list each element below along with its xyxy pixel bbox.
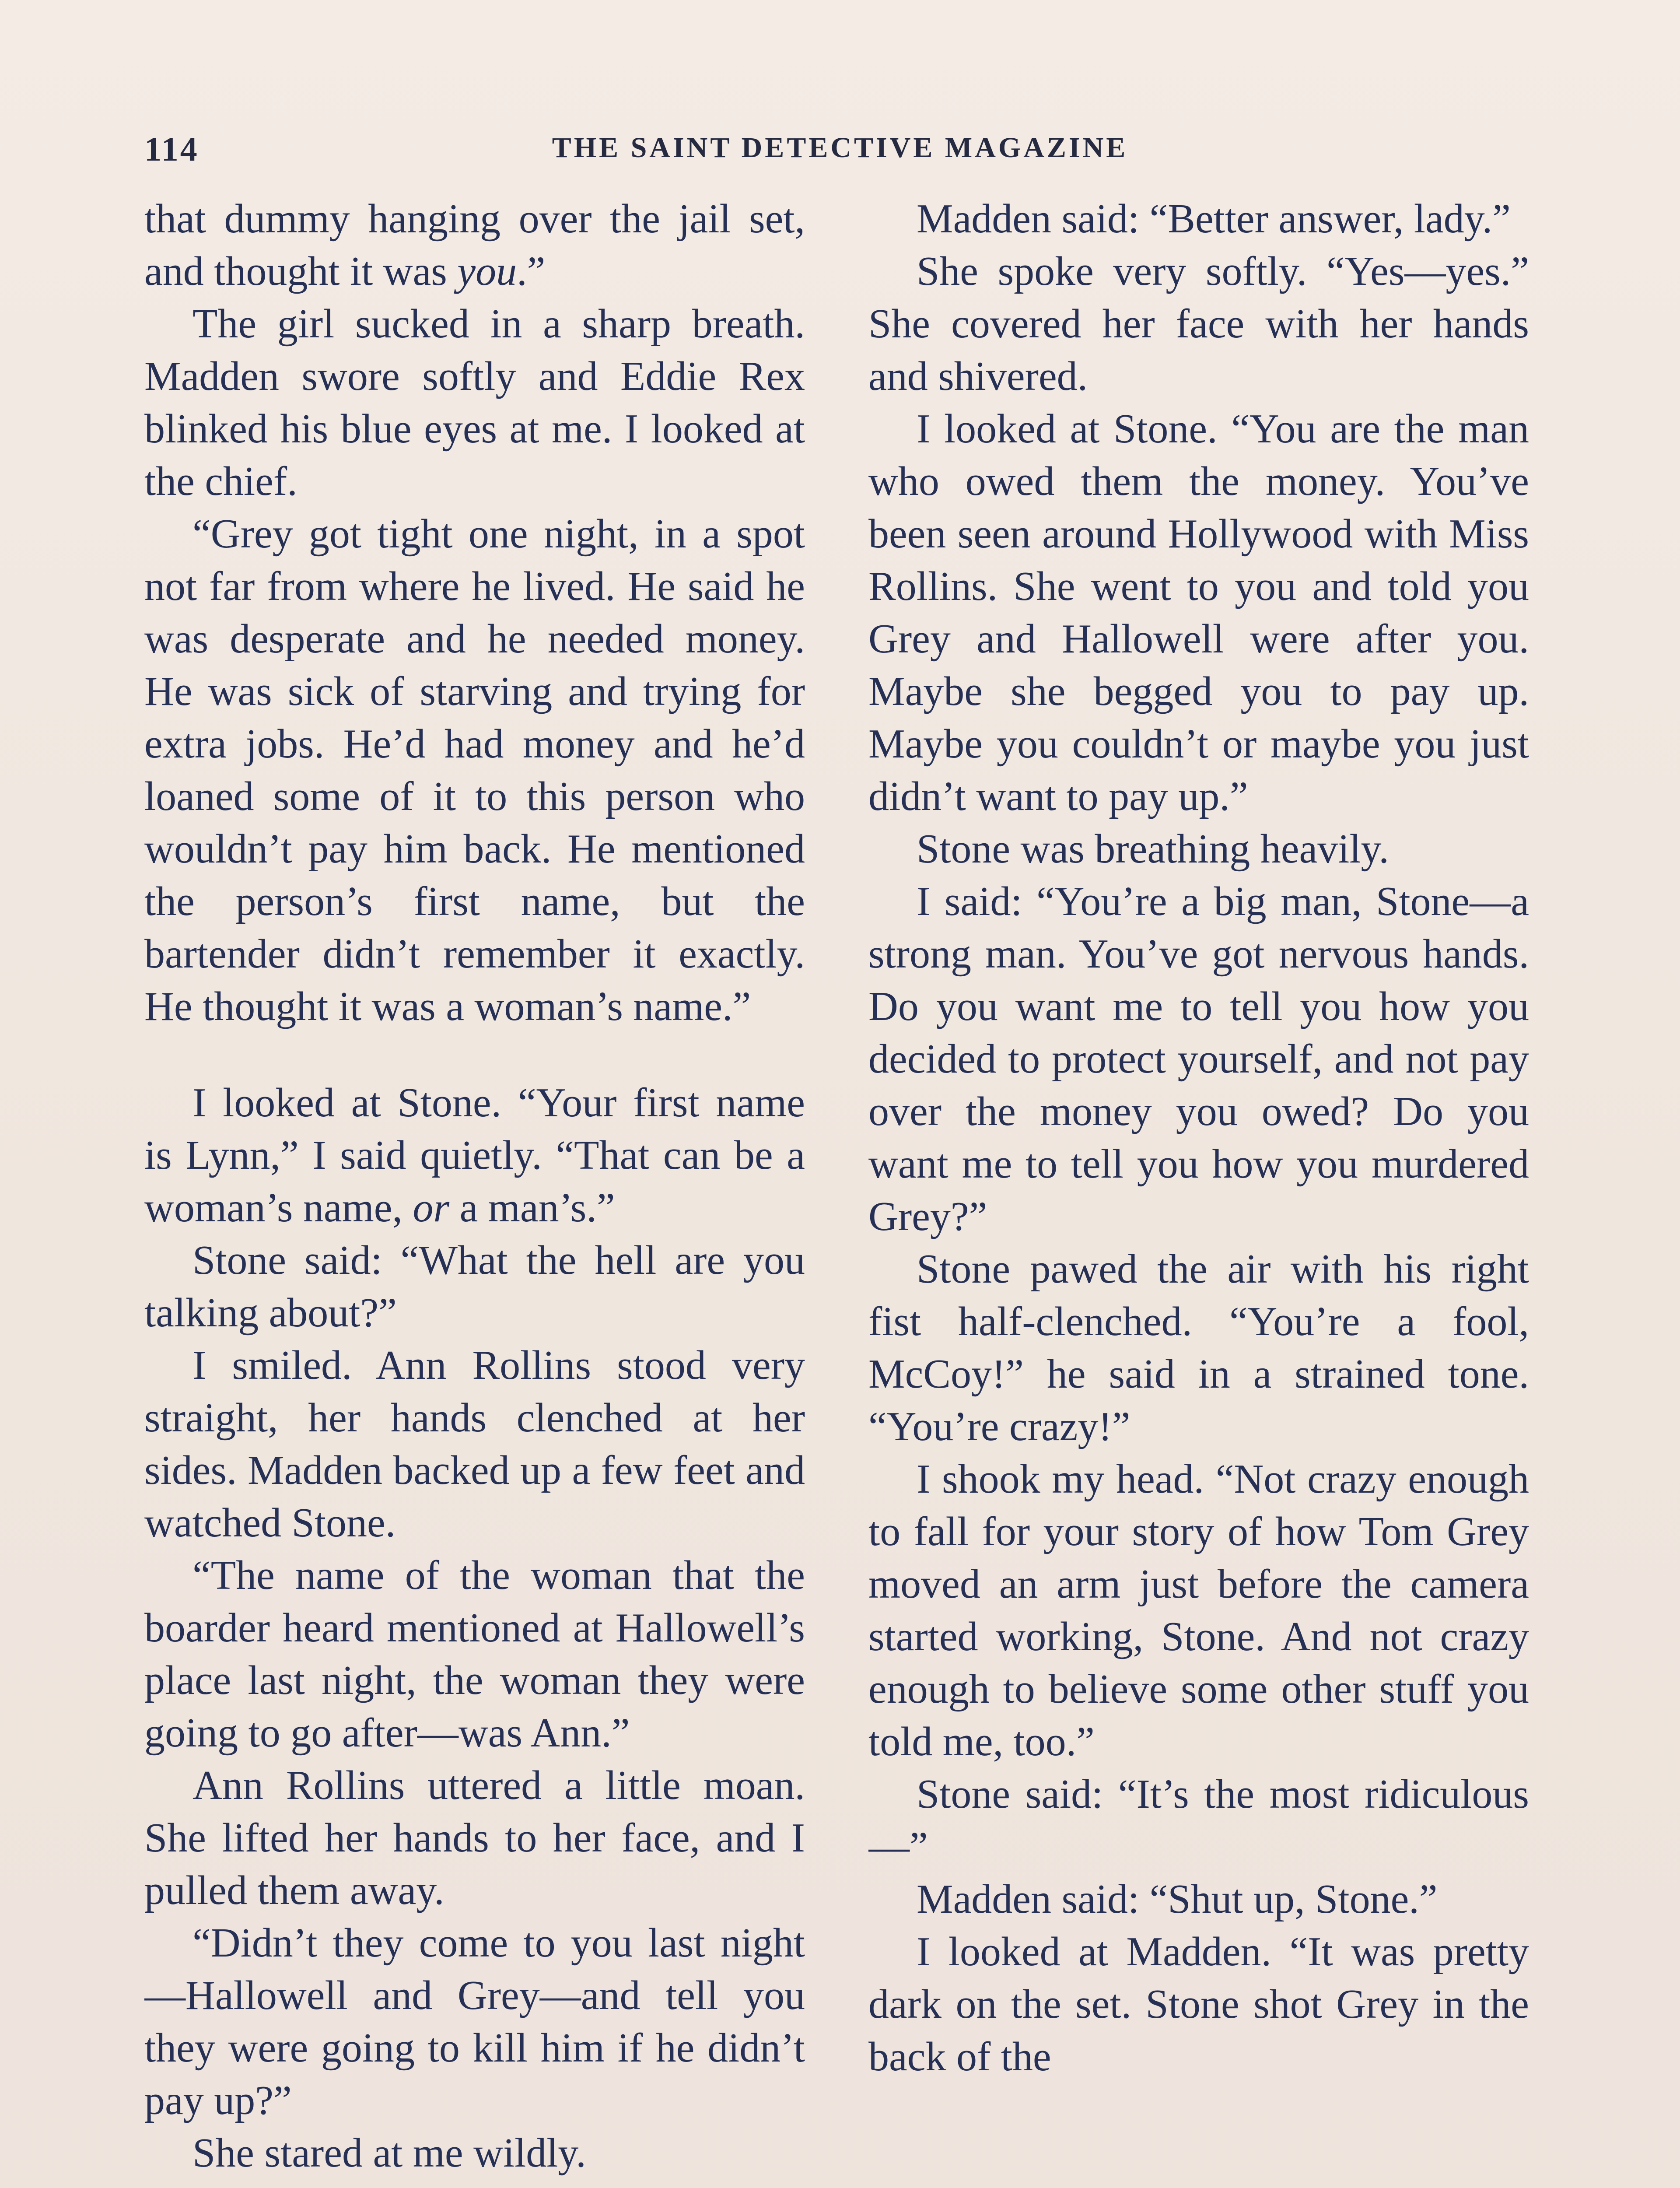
- paragraph: Madden said: “Shut up, Stone.”: [917, 1876, 1438, 1922]
- paragraph: I looked at Stone. “Your first name is Lynn,” I said quietly. “That can be a woman’s name, or a man’s.”: [144, 1080, 805, 1231]
- paragraph: I looked at Stone. “You are the man who owed them the money. You’ve been seen around Hollywood with Miss Rollins. She went to you and told you Grey and Hallowell were after you. Maybe she begged you to pay up. Maybe you couldn’t or maybe you just didn’t want to pay up.”: [868, 406, 1529, 819]
- paragraph: that dummy hanging over the jail set, and thought it was you.”: [144, 196, 805, 294]
- paragraph: “Grey got tight one night, in a spot not far from where he lived. He said he was desperate and he needed money. He was sick of starving and trying for extra jobs. He’d had money and he’d loaned some of it to this person who wouldn’t pay him back. He mentioned the person’s first name, but the bartender didn’t remember it exactly. He thought it was a woman’s name.”: [144, 511, 805, 1029]
- page-header: [144, 130, 1536, 178]
- paragraph: “Didn’t they come to you last night—Hallowell and Grey—and tell you they were going to kill him if he didn’t pay up?”: [144, 1920, 805, 2123]
- paragraph: Stone was breathing heavily.: [917, 826, 1389, 872]
- right-column: [868, 193, 1529, 2188]
- paragraph: Stone pawed the air with his right fist half-clenched. “You’re a fool, McCoy!” he said in a strained tone. “You’re crazy!”: [868, 1246, 1529, 1449]
- paragraph: Stone said: “It’s the most ridiculous—”: [868, 1771, 1529, 1869]
- left-column: [144, 193, 805, 2188]
- paragraph: Ann Rollins uttered a little moan. She lifted her hands to her face, and I pulled them away.: [144, 1763, 805, 1913]
- page-number: 114: [144, 130, 199, 168]
- running-head: THE SAINT DETECTIVE MAGAZINE: [552, 132, 1128, 164]
- paragraph: I shook my head. “Not crazy enough to fall for your story of how Tom Grey moved an arm just before the camera started working, Stone. And not crazy enough to believe some other stuff you told me, too.”: [868, 1456, 1529, 1764]
- paragraph: She spoke very softly. “Yes—yes.” She covered her face with her hands and shivered.: [868, 249, 1529, 399]
- paragraph: She stared at me wildly.: [192, 2130, 586, 2176]
- paragraph: Stone said: “What the hell are you talking about?”: [144, 1238, 805, 1336]
- paragraph: I smiled. Ann Rollins stood very straight, her hands clenched at her sides. Madden backed up a few feet and watched Stone.: [144, 1343, 805, 1546]
- paragraph: I looked at Madden. “It was pretty dark on the set. Stone shot Grey in the back of the: [868, 1929, 1529, 2079]
- paragraph: “The name of the woman that the boarder heard mentioned at Hallowell’s place last night, the woman they were going to go after—was Ann.”: [144, 1553, 805, 1756]
- paragraph: I said: “You’re a big man, Stone—a strong man. You’ve got nervous hands. Do you want me to tell you how you decided to protect yourself, and not pay over the money you owed? Do you want me to tell you how you murdered Grey?”: [868, 879, 1529, 1239]
- paragraph: Madden said: “Better answer, lady.”: [917, 196, 1511, 242]
- paragraph: The girl sucked in a sharp breath. Madden swore softly and Eddie Rex blinked his blue eyes at me. I looked at the chief.: [144, 301, 805, 504]
